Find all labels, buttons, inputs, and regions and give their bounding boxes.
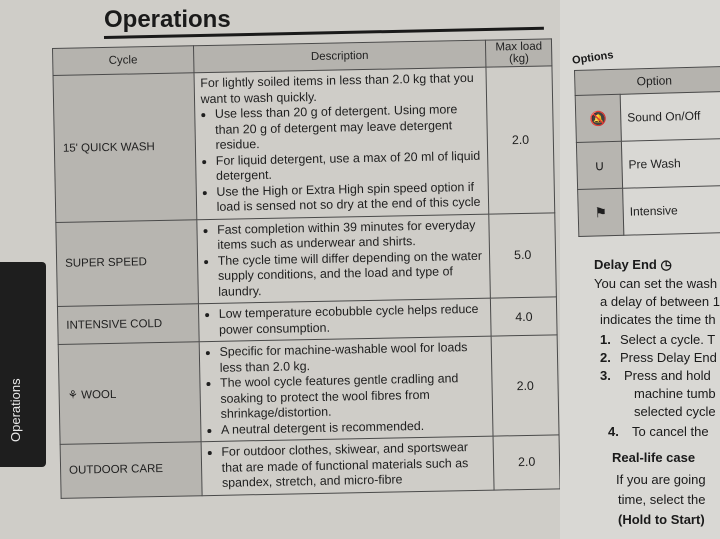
delay-line: a delay of between 1: [600, 294, 720, 309]
cycle-name: SUPER SPEED: [56, 219, 198, 306]
description-bullet: • The wool cycle features gentle cradling and soaking to protect the wool fibres from shrinkage/distortion.: [220, 371, 487, 423]
max-load: 2.0: [493, 435, 560, 490]
max-load: 4.0: [491, 297, 557, 336]
description-bullet: • Specific for machine-washable wool for loads less than 2.0 kg.: [219, 340, 485, 376]
option-label: Intensive: [623, 185, 720, 235]
delay-line: You can set the wash: [594, 276, 718, 291]
option-row: [578, 185, 720, 236]
options-header: Option: [575, 66, 720, 95]
cycle-description: [198, 298, 491, 342]
cycle-description: [199, 336, 494, 442]
cycle-name: WOOL: [81, 388, 117, 402]
description-bullet: • The cycle time will differ depending on the water supply conditions, and the load and type of laundry.: [218, 248, 485, 300]
description-intro: For lightly soiled items in less than 2.0 kg that you want to wash quickly.: [200, 70, 474, 106]
cycle-name-cell: [58, 342, 201, 445]
description-bullet: • A neutral detergent is recommended.: [221, 417, 487, 438]
page-title: Operations: [104, 6, 231, 33]
description-bullet: • For outdoor clothes, skiwear, and sportswear that are made of functional materials such as spandex, stretch, and micro-fibre: [221, 440, 488, 492]
real-life-title: Real-life case: [612, 450, 696, 465]
cycle-name: INTENSIVE COLD: [57, 304, 198, 345]
max-load: 2.0: [486, 66, 554, 214]
option-label: Sound On/Off: [620, 91, 720, 141]
description-bullet: • Use less than 20 g of detergent. Using more than 20 g of detergent may leave detergent residue.: [215, 102, 482, 154]
step-text: To cancel the: [632, 424, 709, 439]
header-max-load: Max load (kg): [486, 39, 552, 67]
clock-icon: ◷: [660, 257, 672, 272]
options-table: [574, 66, 720, 237]
real-life-line: (Hold to Start): [618, 512, 705, 527]
step-number: 2.: [600, 350, 611, 365]
wool-icon: ⚘: [67, 389, 79, 402]
cycle-description: [194, 67, 489, 219]
table-row: [58, 335, 559, 445]
options-title: Options: [571, 49, 615, 67]
delay-end-title: Delay End ◷: [594, 257, 672, 272]
step-number: 3.: [600, 368, 611, 383]
option-row: [575, 91, 720, 142]
option-label: Pre Wash: [621, 138, 720, 188]
intensive-icon: ⚑: [578, 188, 624, 236]
description-bullet: • For liquid detergent, use a max of 20 ml of liquid detergent.: [216, 148, 482, 184]
max-load: 5.0: [489, 212, 556, 298]
cycle-description: [201, 436, 495, 495]
side-tab-label: Operations: [8, 378, 23, 442]
header-cycle: Cycle: [53, 46, 194, 76]
cycle-table: [52, 38, 561, 498]
sound-off-icon: 🔕: [575, 94, 621, 142]
cycle-description: [196, 214, 490, 304]
step-text: Press Delay End: [620, 350, 717, 365]
step-text: Select a cycle. T: [620, 332, 716, 347]
cycle-name: 15' QUICK WASH: [53, 73, 196, 222]
real-life-line: If you are going: [616, 472, 706, 487]
real-life-line: time, select the: [618, 492, 706, 507]
manual-right-page: [560, 0, 720, 539]
delay-line: indicates the time th: [600, 312, 716, 327]
max-load: 2.0: [491, 335, 559, 436]
cycle-name: OUTDOOR CARE: [60, 442, 202, 498]
side-tab: [0, 262, 46, 467]
step-text: machine tumb: [634, 386, 716, 401]
step-text: Press and hold: [624, 368, 711, 383]
table-row: [53, 66, 555, 222]
description-bullet: • Use the High or Extra High spin speed option if load is sensed not so dry at the end of this cycle: [216, 179, 482, 215]
description-bullet: • Low temperature ecobubble cycle helps reduce power consumption.: [219, 302, 485, 338]
table-row: [56, 212, 557, 306]
step-text: selected cycle: [634, 404, 716, 419]
step-number: 1.: [600, 332, 611, 347]
step-number: 4.: [608, 424, 619, 439]
description-bullet: • Fast completion within 39 minutes for everyday items such as underwear and shirts.: [217, 217, 483, 253]
table-row: [60, 435, 560, 498]
option-row: [576, 138, 720, 189]
header-description: Description: [193, 40, 486, 73]
pre-wash-icon: ∪: [576, 141, 622, 189]
